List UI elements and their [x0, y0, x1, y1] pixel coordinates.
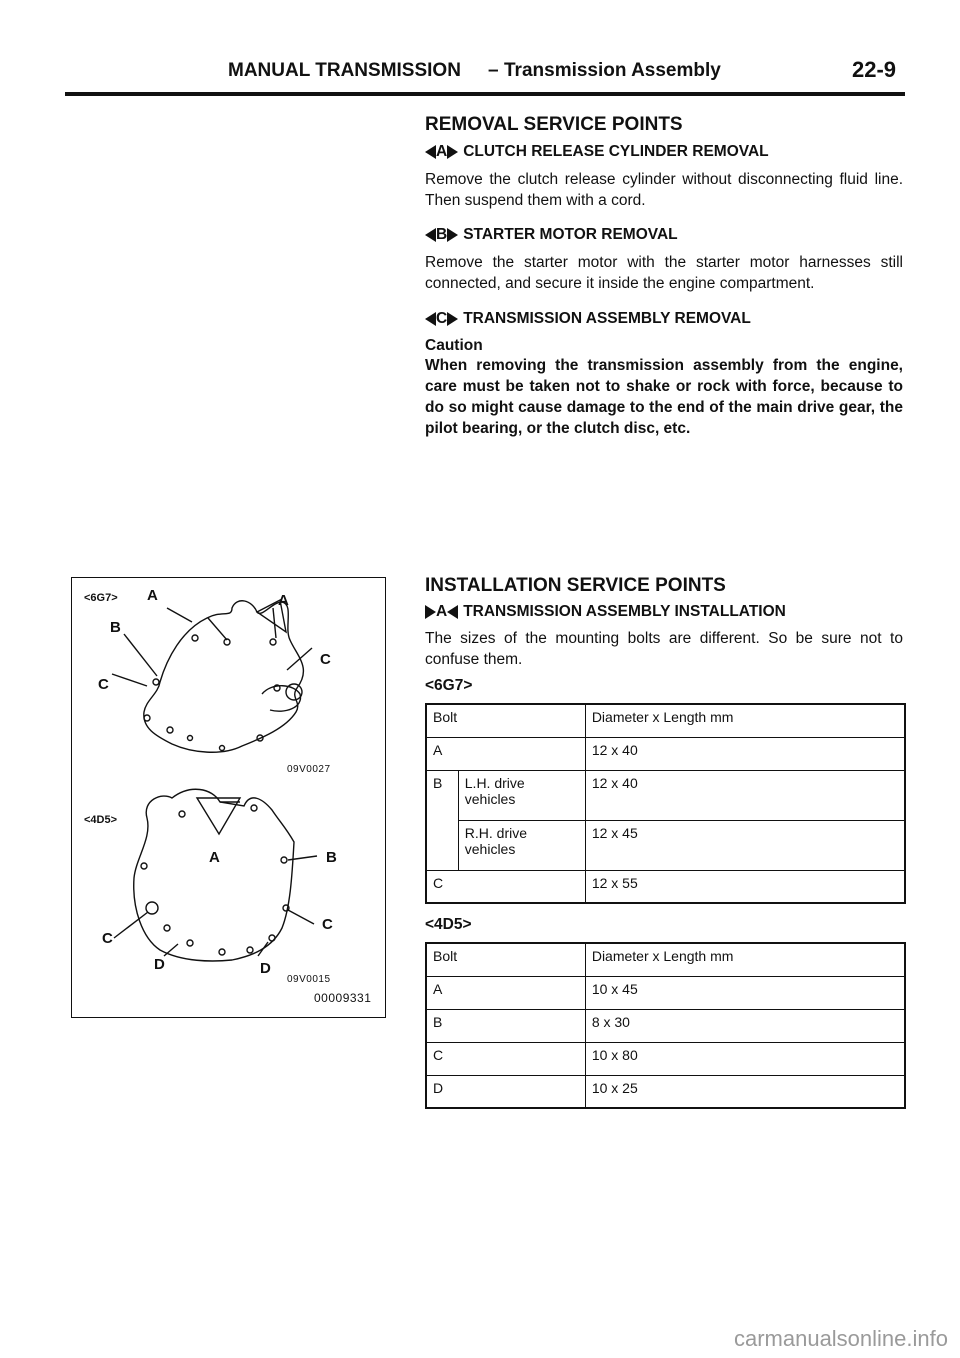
removal-item-b-text: Remove the starter motor with the starter motor harnesses still connected, and secure it inside the engine compartment. [425, 254, 903, 292]
table-cell-size: 10 x 25 [585, 1075, 905, 1108]
installation-item-heading [425, 603, 786, 621]
removal-item-b-title: STARTER MOTOR REMOVAL [463, 226, 678, 243]
bolt-table-4d5 [425, 942, 906, 1109]
figure-label-c: C [320, 651, 331, 668]
service-mark-c [425, 310, 458, 328]
service-mark-install-a [425, 603, 458, 621]
table-cell-size: 8 x 30 [585, 1009, 905, 1042]
removal-item-c-heading [425, 310, 751, 328]
figure-code-4d5: 09V0015 [287, 974, 331, 985]
table-row [426, 820, 905, 870]
figure-label-c: C [102, 930, 113, 947]
right-arrow-icon [425, 605, 436, 619]
right-arrow-icon [447, 145, 458, 159]
removal-heading: REMOVAL SERVICE POINTS [425, 114, 683, 135]
table-cell-size: 12 x 40 [585, 737, 905, 770]
table-header-bolt: Bolt [426, 704, 585, 737]
figure-label-a: A [209, 849, 220, 866]
table-cell-size: 12 x 55 [585, 870, 905, 903]
header-title-dash: – [488, 60, 499, 81]
installation-text: The sizes of the mounting bolts are different. So be sure not to confuse them. [425, 630, 903, 668]
figure-code-6g7: 09V0027 [287, 764, 331, 775]
mark-letter: B [436, 226, 448, 243]
table-cell-bolt: C [426, 1042, 585, 1075]
left-arrow-icon [425, 145, 436, 159]
table-cell-size: 10 x 80 [585, 1042, 905, 1075]
mark-letter: C [436, 310, 448, 327]
table-cell-note: R.H. drive vehicles [458, 820, 585, 870]
table-row [426, 976, 905, 1009]
table-row [426, 943, 905, 976]
figure-label-d: D [260, 960, 271, 977]
watermark: carmanualsonline.info [733, 1326, 948, 1351]
table-header-size: Diameter x Length mm [585, 943, 905, 976]
table-row [426, 1042, 905, 1075]
figure-label-d: D [154, 956, 165, 973]
table-cell-bolt: A [426, 976, 585, 1009]
removal-item-b-heading [425, 226, 678, 244]
table-header-size: Diameter x Length mm [585, 704, 905, 737]
table-row [426, 737, 905, 770]
header-title-sub: Transmission Assembly [504, 60, 721, 81]
figure-label-a: A [147, 587, 158, 604]
table-cell-bolt: D [426, 1075, 585, 1108]
bolt-location-figure [71, 577, 386, 1018]
table-cell-bolt: C [426, 870, 585, 903]
installation-item-title: TRANSMISSION ASSEMBLY INSTALLATION [463, 603, 786, 620]
table-cell-bolt: B [426, 1009, 585, 1042]
caution-label: Caution [425, 337, 483, 354]
figure-label-c: C [98, 676, 109, 693]
table-cell-size: 12 x 45 [585, 820, 905, 870]
table-cell-note: L.H. drive vehicles [458, 770, 585, 820]
installation-heading: INSTALLATION SERVICE POINTS [425, 575, 726, 596]
right-arrow-icon [447, 312, 458, 326]
bolt-location-diagram [72, 578, 385, 1017]
table-row [426, 704, 905, 737]
table-header-bolt: Bolt [426, 943, 585, 976]
table2-engine-label: <4D5> [425, 916, 472, 933]
table-cell-size: 12 x 40 [585, 770, 905, 820]
table-row [426, 1009, 905, 1042]
left-arrow-icon [447, 605, 458, 619]
caution-text: When removing the transmission assembly from the engine, care must be taken not to shake or rock with force, because to do so might cause damage to the end of the main drive gear, the pilot bearing, or the clutch disc, etc. [425, 357, 903, 437]
table-row [426, 1075, 905, 1108]
table-row [426, 870, 905, 903]
figure-label-c: C [322, 916, 333, 933]
bolt-table-6g7 [425, 703, 906, 904]
header-title-main: MANUAL TRANSMISSION [228, 60, 461, 81]
removal-item-a-text: Remove the clutch release cylinder without disconnecting fluid line. Then suspend them with a cord. [425, 171, 903, 209]
removal-item-c-title: TRANSMISSION ASSEMBLY REMOVAL [463, 310, 751, 327]
figure-label-b: B [110, 619, 121, 636]
figure-label-a: A [278, 592, 289, 609]
service-mark-a [425, 143, 458, 161]
table-cell-size: 10 x 45 [585, 976, 905, 1009]
table1-engine-label: <6G7> [425, 677, 473, 694]
header-rule [65, 92, 905, 96]
removal-item-a-heading [425, 143, 769, 161]
housing-outline-6g7 [144, 601, 304, 752]
left-arrow-icon [425, 228, 436, 242]
table-row [426, 770, 905, 820]
figure-label-b: B [326, 849, 337, 866]
right-arrow-icon [447, 228, 458, 242]
removal-item-a-title: CLUTCH RELEASE CYLINDER REMOVAL [463, 143, 769, 160]
figure-number: 00009331 [314, 991, 372, 1005]
mark-letter: A [436, 603, 448, 620]
page-number: 22-9 [852, 57, 897, 82]
table-cell-bolt: B [426, 770, 458, 870]
mark-letter: A [436, 143, 448, 160]
figure-tag-6g7: <6G7> [84, 592, 118, 604]
table-cell-bolt: A [426, 737, 585, 770]
figure-tag-4d5: <4D5> [84, 814, 118, 826]
service-mark-b [425, 226, 458, 244]
left-arrow-icon [425, 312, 436, 326]
